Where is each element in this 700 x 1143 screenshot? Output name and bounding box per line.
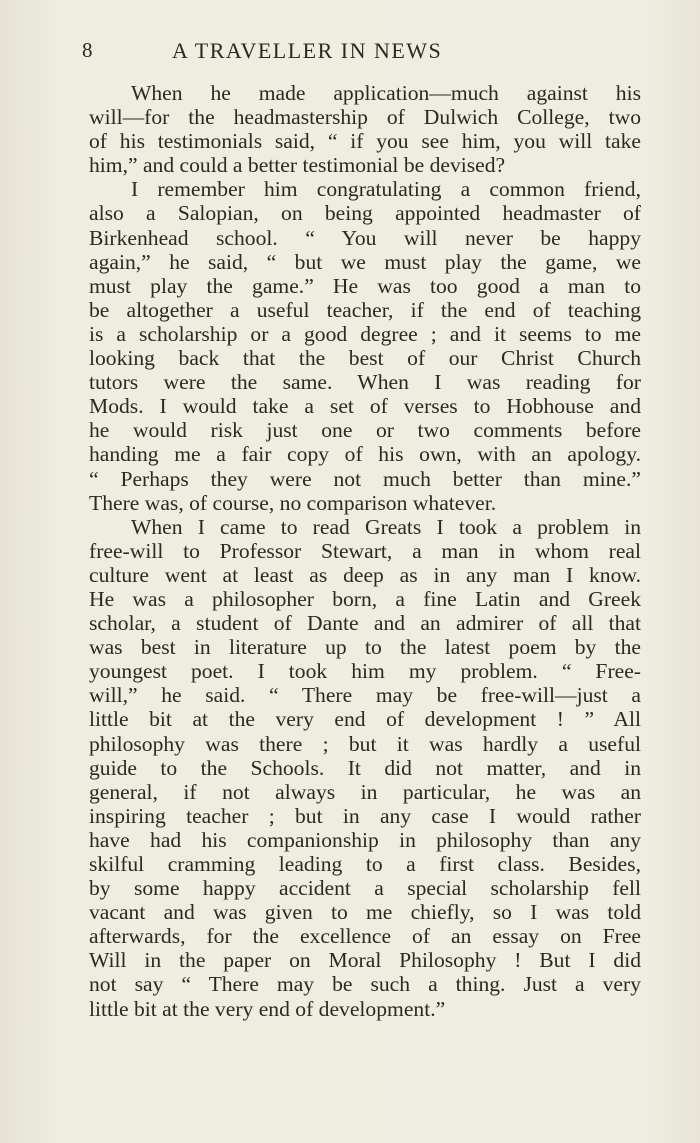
- text-line: general, if not always in particular, he was an: [89, 779, 641, 804]
- page-number: 8: [82, 38, 93, 62]
- text-line: handing me a fair copy of his own, with an apology.: [89, 442, 641, 467]
- text-line: will,” he said. “ There may be free-will—just a: [89, 683, 641, 708]
- text-line: philosophy was there ; but it was hardly a useful: [89, 731, 641, 756]
- text-line: little bit at the very end of development.”: [89, 996, 446, 1021]
- text-line: “ Perhaps they were not much better than mine.”: [89, 466, 641, 491]
- text-line: not say “ There may be such a thing. Just a very: [89, 972, 641, 997]
- text-line: Mods. I would take a set of verses to Hobhouse and: [89, 394, 641, 419]
- text-line: When he made application—much against his: [131, 81, 641, 105]
- text-line: He was a philosopher born, a fine Latin and Greek: [89, 586, 641, 611]
- text-line: vacant and was given to me chiefly, so I was told: [89, 900, 641, 925]
- text-line: of his testimonials said, “ if you see him, you will take: [89, 129, 641, 154]
- paragraph: [89, 515, 641, 1021]
- text-line: scholar, a student of Dante and an admirer of all that: [89, 611, 641, 636]
- text-line: be altogether a useful teacher, if the end of teaching: [89, 297, 641, 322]
- page-header: [82, 38, 542, 70]
- text-line: I remember him congratulating a common friend,: [131, 177, 641, 202]
- text-line: by some happy accident a special scholarship fell: [89, 876, 641, 901]
- text-line: tutors were the same. When I was reading for: [89, 370, 641, 395]
- text-line: guide to the Schools. It did not matter, and in: [89, 755, 641, 780]
- text-line: again,” he said, “ but we must play the game, we: [89, 249, 641, 274]
- text-line: youngest poet. I took him my problem. “ Free-: [89, 659, 641, 684]
- text-line: inspiring teacher ; but in any case I would rather: [89, 803, 641, 828]
- text-line: looking back that the best of our Christ Church: [89, 346, 641, 371]
- text-line: he would risk just one or two comments before: [89, 418, 641, 443]
- text-line: Birkenhead school. “ You will never be happy: [89, 225, 641, 250]
- text-line: have had his companionship in philosophy than any: [89, 827, 641, 852]
- paragraph: [89, 177, 641, 514]
- text-line: will—for the headmastership of Dulwich College, two: [89, 105, 641, 130]
- text-line: was best in literature up to the latest poem by the: [89, 635, 641, 660]
- text-line: also a Salopian, on being appointed headmaster of: [89, 201, 641, 226]
- text-line: is a scholarship or a good degree ; and it seems to me: [89, 321, 641, 346]
- text-line: free-will to Professor Stewart, a man in whom real: [89, 538, 641, 563]
- text-line: culture went at least as deep as in any man I know.: [89, 562, 641, 587]
- text-line: little bit at the very end of development ! ” All: [89, 707, 641, 732]
- body-text: [89, 81, 641, 1021]
- text-line: him,” and could a better testimonial be devised?: [89, 153, 506, 178]
- text-line: must play the game.” He was too good a man to: [89, 273, 641, 298]
- text-line: Will in the paper on Moral Philosophy ! But I did: [89, 948, 641, 973]
- text-line: When I came to read Greats I took a problem in: [131, 514, 641, 539]
- text-line: skilful cramming leading to a first class. Besides,: [89, 852, 641, 876]
- text-line: There was, of course, no comparison whatever.: [89, 490, 497, 515]
- paragraph: [89, 81, 641, 177]
- running-title: A TRAVELLER IN NEWS: [172, 38, 443, 63]
- text-line: afterwards, for the excellence of an essay on Free: [89, 924, 641, 949]
